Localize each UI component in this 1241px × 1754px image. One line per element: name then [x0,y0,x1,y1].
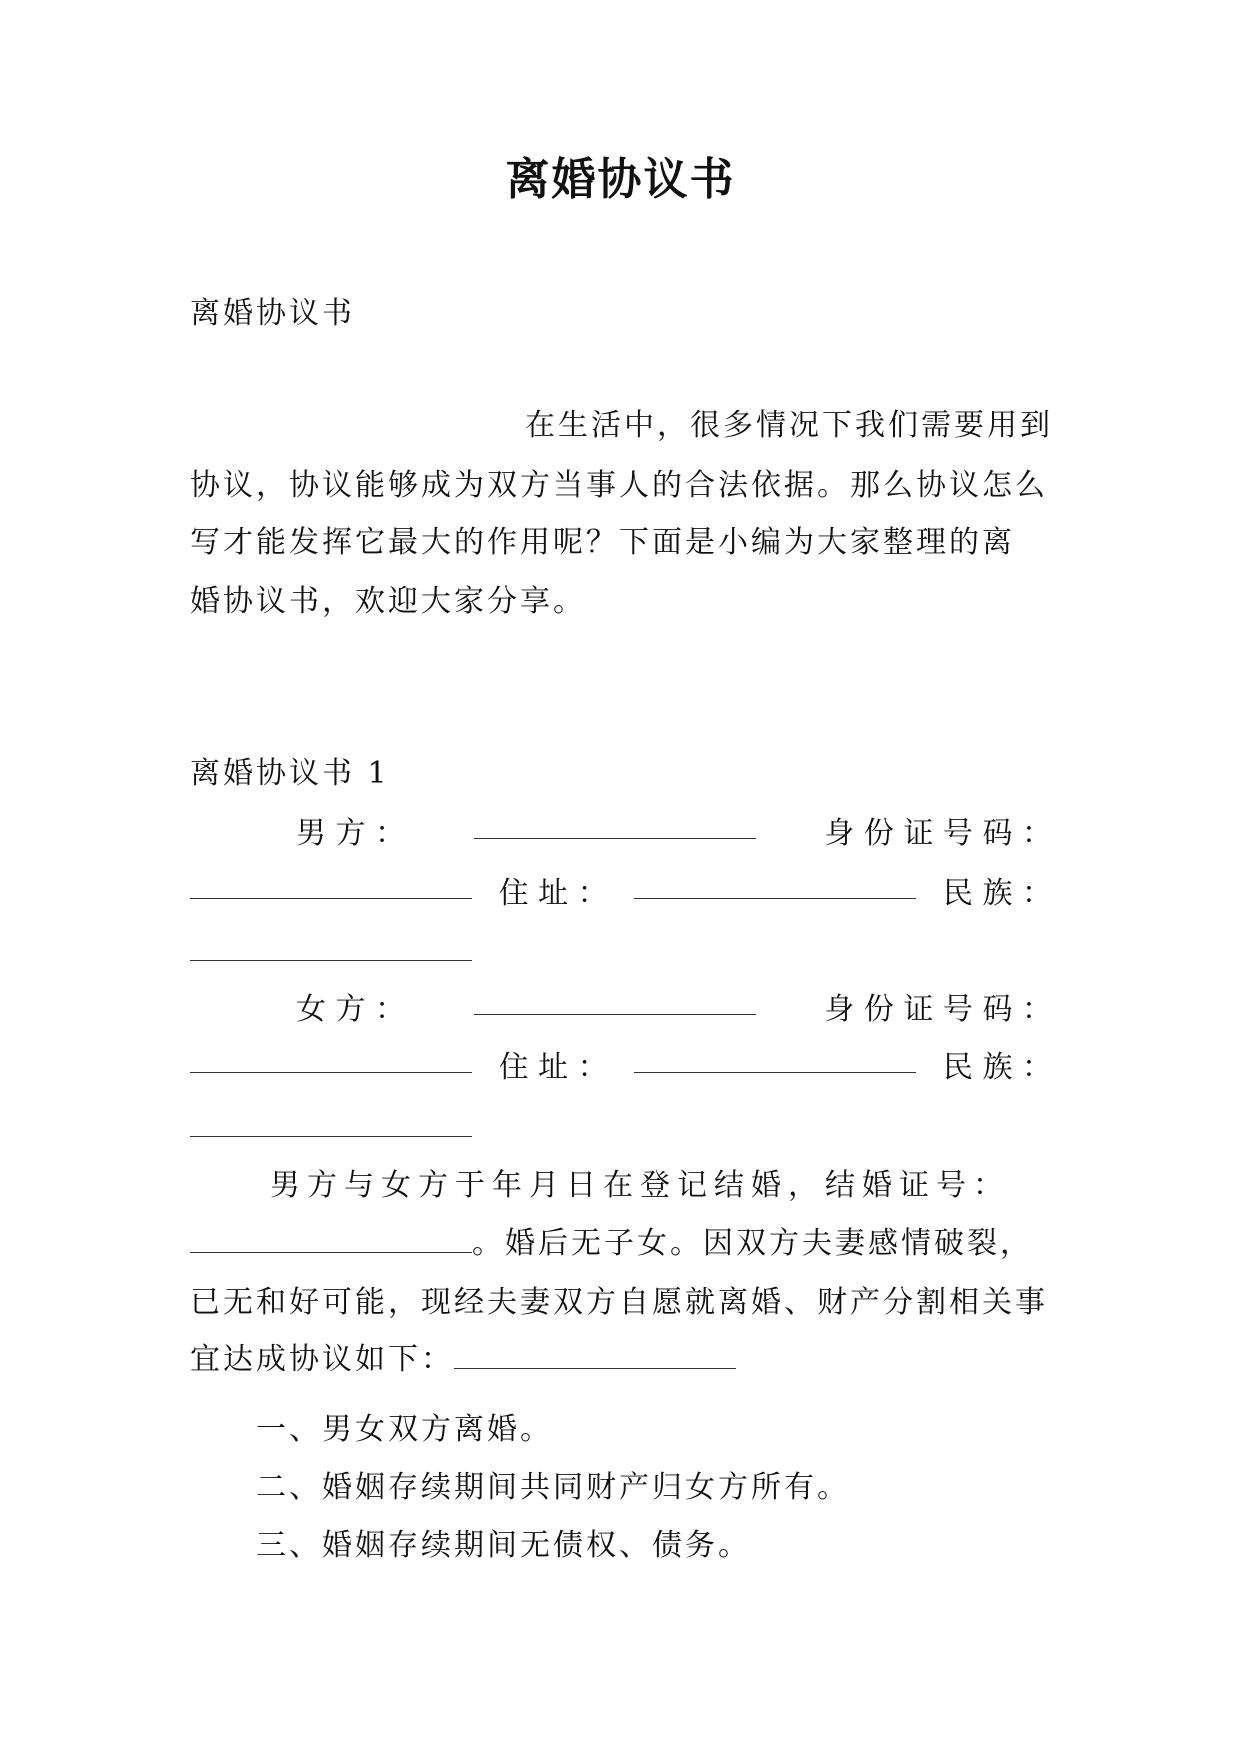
male-row-3 [190,930,1052,974]
male-row-2 [190,872,1052,916]
female-id-label: 身 份 证 号 码 ： [824,992,1052,1027]
female-row-2 [190,1046,1052,1090]
female-row-3 [190,1106,1052,1150]
section-title: 离婚协议书 1 [190,756,390,791]
male-address-label: 住 址 ： [498,876,608,911]
marriage-line-2-text: 。婚后无子女。因双方夫妻感情破裂， [472,1226,1033,1261]
female-address-blank [634,1046,916,1073]
intro-line-4: 婚协议书，欢迎大家分享。 [190,584,586,619]
female-name-blank [474,988,756,1015]
intro-line-2: 协议，协议能够成为双方当事人的合法依据。那么协议怎么 [190,468,1048,503]
agreement-blank [454,1342,736,1369]
clause-1: 一、男女双方离婚。 [256,1412,553,1447]
male-ethnicity-label: 民 族 ： [942,876,1052,911]
marriage-line-1: 男方与女方于年月日在登记结婚，结婚证号： [270,1168,1010,1203]
male-ethnicity-blank [190,934,472,961]
clause-2: 二、婚姻存续期间共同财产归女方所有。 [256,1470,850,1505]
male-row-1 [190,812,1052,856]
marriage-line-4 [190,1338,1052,1382]
certificate-number-blank [190,1226,472,1253]
female-ethnicity-blank [190,1110,472,1137]
female-row-1 [190,988,1052,1032]
marriage-line-3: 已无和好可能，现经夫妻双方自愿就离婚、财产分割相关事 [190,1285,1048,1320]
male-id-blank [190,872,472,899]
male-name-blank [474,812,756,839]
intro-line-3: 写才能发挥它最大的作用呢？下面是小编为大家整理的离 [190,525,1015,560]
male-address-blank [634,872,916,899]
marriage-line-4-text: 宜达成协议如下： [190,1342,454,1377]
clause-3: 三、婚姻存续期间无债权、债务。 [256,1528,751,1563]
marriage-line-2 [190,1222,1052,1266]
intro-line-1: 在生活中，很多情况下我们需要用到 [525,408,1053,443]
female-label: 女 方 ： [296,992,406,1027]
male-id-label: 身 份 证 号 码 ： [824,816,1052,851]
subtitle: 离婚协议书 [190,296,355,331]
female-id-blank [190,1046,472,1073]
document-title: 离婚协议书 [505,154,736,205]
male-label: 男 方 ： [296,816,406,851]
female-address-label: 住 址 ： [498,1050,608,1085]
female-ethnicity-label: 民 族 ： [942,1050,1052,1085]
